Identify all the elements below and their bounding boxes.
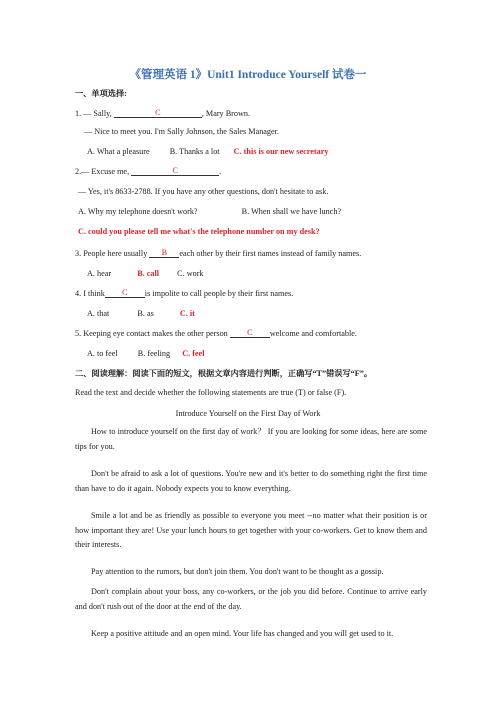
q5-option-a: A. to feel (87, 349, 118, 358)
q2-options-ab (78, 206, 341, 217)
q4-options (87, 308, 195, 319)
q2-reply: — Yes, it's 8633-2788. If you have any other questions, don't hesitate to ask. (78, 187, 329, 196)
q1-options (87, 146, 328, 157)
q2-option-b: B. When shall we have lunch? (241, 207, 342, 216)
q3-stem-post: each other by their first names instead of family names. (179, 249, 362, 258)
q2-stem-post: . (219, 167, 222, 176)
q4-answer-blank (105, 288, 145, 298)
q1-stem-post: , Mary Brown. (201, 109, 251, 118)
q1-reply: — Nice to meet you. I'm Sally Johnson, the Sales Manager. (84, 127, 279, 136)
section-1-heading: 一、单项选择: (75, 89, 127, 98)
q2-option-c: C. could you please tell me what's the telephone number on my desk? (78, 227, 320, 236)
q4-option-c: C. it (179, 309, 195, 318)
q2-answer-blank (131, 166, 222, 176)
passage-paragraph-4: Pay attention to the rumors, but don't join them. You don't want to be thought as a gossip. (91, 567, 384, 576)
q5-stem-post: welcome and comfortable. (269, 329, 357, 338)
q4-stem-pre: 4. I think (75, 289, 105, 298)
q3-options (87, 268, 204, 279)
q1-answer-blank (114, 108, 202, 118)
q4-answer: C (122, 288, 128, 297)
q2-answer: C (172, 166, 178, 175)
q3-option-c: C. work (177, 269, 204, 278)
document-title: 《管理英语 1》Unit1 Introduce Yourself 试卷一 (129, 69, 367, 81)
q3-answer-blank (149, 248, 179, 258)
q1-stem-pre: 1. — Sally, (75, 109, 112, 118)
question-1 (75, 108, 250, 119)
passage-paragraph-1: How to introduce yourself on the first day of work？ If you are looking for some ideas, here are some tips for you. (75, 427, 427, 451)
q5-answer-blank (230, 328, 270, 338)
q1-answer: C (155, 108, 161, 117)
q5-answer: C (247, 328, 253, 337)
q4-stem-post: is impolite to call people by their first names. (144, 289, 294, 298)
passage-paragraph-5: Don't complain about your boss, any co-workers, or the job you did before. Continue to arrive early and don't rush out of the door at the end of the day. (75, 587, 427, 611)
passage-title: Introduce Yourself on the First Day of Work (175, 409, 321, 418)
q1-option-a: A. What a pleasure (87, 147, 150, 156)
q1-option-c: C. this is our new secretary (233, 147, 329, 156)
q1-option-b: B. Thanks a lot (169, 147, 220, 156)
q5-options (87, 348, 204, 359)
question-2 (75, 166, 221, 177)
question-5 (75, 328, 357, 339)
passage-paragraph-3: Smile a lot and be as friendly as possible to everyone you meet --no matter what their position is or how important they are! Use your lunch hours to get together with your co-workers. Get to know them and their interests. (75, 511, 427, 549)
passage-paragraph-2: Don't be afraid to ask a lot of questions. You're new and it's better to do something right the first time than have to do it again. Nobody expects you to know everything. (75, 469, 427, 493)
q2-option-a: A. Why my telephone doesn't work? (78, 207, 198, 216)
q3-stem-pre: 3. People here usually (75, 249, 148, 258)
q5-option-c: C. feel (182, 349, 205, 358)
q5-option-b: B. feeling (137, 349, 171, 358)
q4-option-b: B. as (137, 309, 154, 318)
q3-option-a: A. hear (87, 269, 112, 278)
q5-stem-pre: 5. Keeping eye contact makes the other person (75, 329, 228, 338)
section-2-instruction: Read the text and decide whether the following statements are true (T) or false (F). (75, 388, 347, 397)
q4-option-a: A. that (87, 309, 110, 318)
passage-paragraph-6: Keep a positive attitude and an open mind. Your life has changed and you will get used to it. (91, 629, 394, 638)
question-4 (75, 288, 293, 299)
q3-answer: B (161, 248, 168, 257)
q2-stem-text: 2.— Excuse me, (75, 167, 130, 176)
section-2-heading: 二、阅读理解：阅读下面的短文，根据文章内容进行判断，正确写“T”错误写“F”。 (75, 369, 373, 378)
question-3 (75, 248, 361, 259)
q3-option-b: B. call (137, 269, 160, 278)
